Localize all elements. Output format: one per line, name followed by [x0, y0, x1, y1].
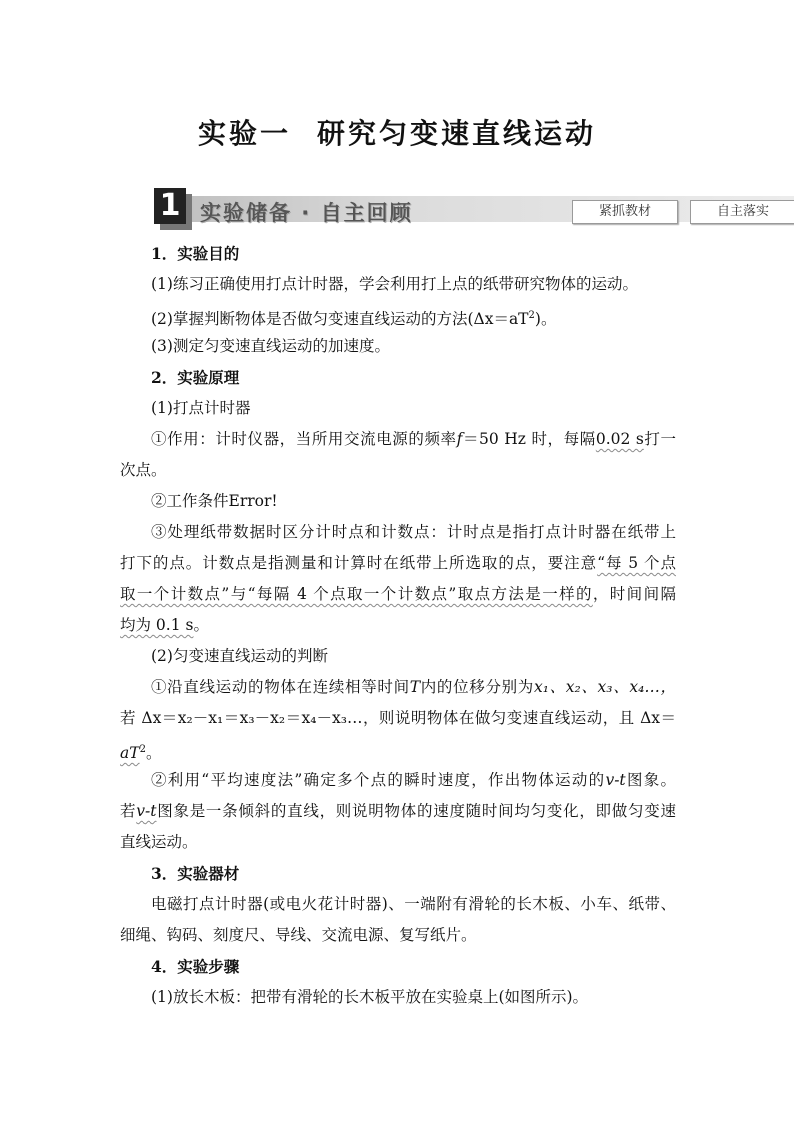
paragraph: 打下的点。计数点是指测量和计算时在纸带上所选取的点，要注意“每 5 个点	[120, 554, 676, 572]
paragraph: 取一个计数点”与“每隔 4 个点取一个计数点”取点方法是一样的，时间间隔	[120, 585, 676, 603]
paragraph: 若v-t图象是一条倾斜的直线，则说明物体的速度随时间均匀变化，即做匀变速	[120, 802, 676, 820]
heading-principle: 2．实验原理	[151, 368, 240, 387]
title-topic: 研究匀变速直线运动	[317, 117, 597, 150]
tab-self-study[interactable]: 自主落实	[690, 200, 794, 224]
paragraph: (2)掌握判断物体是否做匀变速直线运动的方法$(\Delta x=aT^2)$。	[151, 310, 557, 329]
paragraph: ②工作条件Error!	[151, 492, 278, 510]
paragraph: 均为 0.1 s。	[120, 616, 209, 634]
heading-equipment: 3．实验器材	[151, 864, 240, 883]
heading-steps: 4．实验步骤	[151, 957, 240, 976]
paragraph: 直线运动。	[120, 833, 198, 851]
paragraph: (1)放长木板：把带有滑轮的长木板平放在实验桌上(如图所示)。	[151, 988, 589, 1006]
banner-number: 1	[154, 188, 186, 224]
banner-title: 实验储备 · 自主回顾	[200, 201, 413, 225]
paragraph: ③处理纸带数据时区分计时点和计数点：计时点是指打点计时器在纸带上	[151, 523, 676, 541]
paragraph: $aT^2$。	[120, 744, 162, 763]
subheading-timer: (1)打点计时器	[151, 399, 251, 417]
paragraph: 电磁打点计时器(或电火花计时器)、一端附有滑轮的长木板、小车、纸带、	[151, 895, 676, 913]
paragraph: (3)测定匀变速直线运动的加速度。	[151, 337, 390, 355]
tab-textbook[interactable]: 紧抓教材	[572, 200, 678, 224]
subheading-judgement: (2)匀变速直线运动的判断	[151, 647, 328, 665]
section-banner	[120, 188, 794, 230]
document-body	[120, 238, 676, 1013]
title-experiment-number: 实验一	[197, 117, 291, 150]
paragraph: 细绳、钩码、刻度尺、导线、交流电源、复写纸片。	[120, 926, 477, 944]
paragraph: ①沿直线运动的物体在连续相等时间T内的位移分别为x₁、x₂、x₃、x₄…，	[151, 678, 676, 696]
page-title	[0, 112, 794, 152]
paragraph: ②利用“平均速度法”确定多个点的瞬时速度，作出物体运动的v-t图象。	[151, 771, 676, 789]
heading-purpose: 1．实验目的	[151, 244, 240, 263]
paragraph: 若 Δx＝x₂－x₁＝x₃－x₂＝x₄－x₃…，则说明物体在做匀变速直线运动，且 Δx＝	[120, 709, 676, 727]
paragraph: 次点。	[120, 461, 167, 479]
paragraph: (1)练习正确使用打点计时器，学会利用打上点的纸带研究物体的运动。	[151, 275, 638, 293]
paragraph: ①作用：计时仪器，当所用交流电源的频率f＝50 Hz 时，每隔0.02 s打一	[151, 430, 676, 448]
